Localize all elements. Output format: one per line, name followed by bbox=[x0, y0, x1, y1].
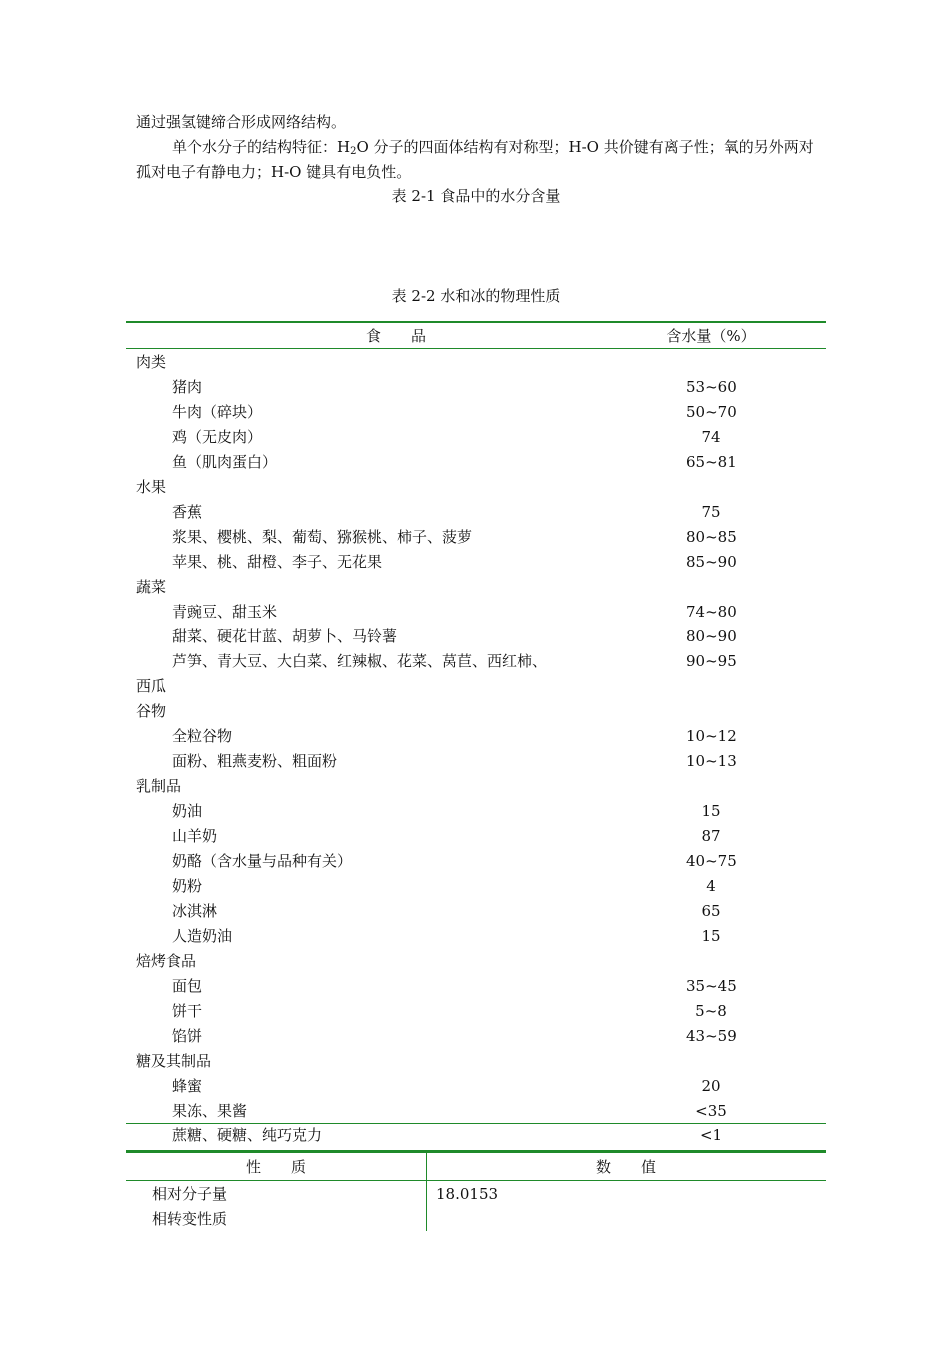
food-name: 苹果、桃、甜橙、李子、无花果 bbox=[172, 552, 383, 571]
water-content-value: 15 bbox=[701, 926, 721, 945]
table1-top-rule bbox=[126, 321, 826, 323]
table-row bbox=[126, 974, 826, 999]
water-content-value: 85~90 bbox=[686, 552, 737, 571]
table-row bbox=[126, 500, 826, 525]
table-row bbox=[126, 550, 826, 575]
food-name: 浆果、樱桃、梨、葡萄、猕猴桃、柿子、菠萝 bbox=[172, 527, 473, 546]
table-row bbox=[126, 425, 826, 450]
water-content-value: 15 bbox=[701, 802, 721, 821]
table2-header-property: 性 质 bbox=[245, 1158, 306, 1176]
food-name: 蔬菜 bbox=[136, 577, 167, 596]
table1-header-food: 食 品 bbox=[365, 327, 426, 345]
table-row bbox=[126, 724, 826, 749]
subscript-2: 2 bbox=[350, 146, 357, 157]
food-name: 冰淇淋 bbox=[172, 901, 218, 920]
water-content-value: 10~12 bbox=[686, 727, 737, 746]
table-row bbox=[126, 799, 826, 824]
water-content-value: 80~90 bbox=[686, 627, 737, 646]
food-name: 鸡（无皮肉） bbox=[172, 427, 263, 446]
table-category-row bbox=[126, 350, 826, 375]
table-row bbox=[126, 624, 826, 649]
water-content-value: 74~80 bbox=[686, 602, 737, 621]
table1-header-rule bbox=[126, 348, 826, 349]
food-name: 乳制品 bbox=[136, 777, 182, 796]
table-row bbox=[126, 450, 826, 475]
food-name: 奶酪（含水量与品种有关） bbox=[172, 852, 353, 870]
water-content-value: <1 bbox=[699, 1126, 723, 1145]
food-name: 人造奶油 bbox=[172, 926, 233, 945]
table2-row-2-name: 相转变性质 bbox=[152, 1210, 228, 1228]
food-name: 牛肉（碎块） bbox=[172, 402, 263, 421]
food-name: 奶粉 bbox=[172, 876, 203, 895]
table-row bbox=[126, 400, 826, 425]
table-row bbox=[126, 924, 826, 949]
table-category-row bbox=[126, 774, 826, 799]
food-name: 香蕉 bbox=[172, 502, 203, 521]
table-category-row bbox=[126, 575, 826, 600]
table-row bbox=[126, 749, 826, 774]
food-name: 青豌豆、甜玉米 bbox=[172, 602, 278, 621]
water-content-value: 20 bbox=[701, 1076, 721, 1095]
table-row bbox=[126, 600, 826, 625]
paragraph-part-b: O 分子的四面体结构有对称型；H-O 共价键有离子性；氧的另外两对孤对电子有静电力；H-O 键具有电负性。 bbox=[136, 138, 814, 181]
water-content-value: 10~13 bbox=[686, 752, 737, 771]
table-row bbox=[126, 1024, 826, 1049]
table-row bbox=[126, 649, 826, 674]
table-row bbox=[126, 824, 826, 849]
water-content-value: 90~95 bbox=[686, 652, 737, 671]
water-content-value: 4 bbox=[706, 876, 716, 895]
table1-bottom-rule bbox=[126, 1150, 826, 1153]
food-name: 山羊奶 bbox=[172, 827, 218, 846]
table-category-row bbox=[126, 674, 826, 699]
table1-last-row-rule bbox=[126, 1123, 826, 1124]
table-category-row bbox=[126, 1049, 826, 1074]
food-name: 猪肉 bbox=[172, 377, 203, 396]
table-row bbox=[126, 999, 826, 1024]
water-content-value: 87 bbox=[701, 827, 721, 846]
water-content-value: 74 bbox=[701, 427, 721, 446]
table-row bbox=[126, 1074, 826, 1099]
table2-row-1-name: 相对分子量 bbox=[152, 1185, 228, 1203]
food-name: 焙烤食品 bbox=[136, 951, 197, 970]
water-content-value: 75 bbox=[701, 502, 721, 521]
water-content-value: 43~59 bbox=[686, 1026, 737, 1045]
food-name: 甜菜、硬花甘蓝、胡萝卜、马铃薯 bbox=[172, 627, 398, 646]
table-row bbox=[126, 849, 826, 874]
food-name: 面粉、粗燕麦粉、粗面粉 bbox=[172, 752, 338, 771]
food-name: 谷物 bbox=[136, 702, 167, 721]
water-content-value: 35~45 bbox=[686, 976, 737, 995]
table-category-row bbox=[126, 475, 826, 500]
table2-header-rule bbox=[126, 1180, 826, 1181]
paragraph-part-a: 单个水分子的结构特征：H bbox=[172, 138, 351, 156]
table-row bbox=[126, 874, 826, 899]
food-name: 蔗糖、硬糖、纯巧克力 bbox=[172, 1126, 323, 1145]
table-row bbox=[126, 899, 826, 924]
water-content-value: 50~70 bbox=[686, 402, 737, 421]
table-2-2-caption: 表 2-2 水和冰的物理性质 bbox=[391, 287, 561, 305]
food-name: 肉类 bbox=[136, 353, 167, 371]
food-name: 芦笋、青大豆、大白菜、红辣椒、花菜、莴苣、西红柿、 bbox=[172, 652, 548, 671]
food-name: 蜂蜜 bbox=[172, 1076, 203, 1095]
paragraph-water-structure bbox=[136, 135, 816, 185]
food-name: 鱼（肌肉蛋白） bbox=[172, 452, 278, 471]
water-content-value: <35 bbox=[695, 1101, 727, 1120]
food-name: 糖及其制品 bbox=[136, 1051, 212, 1070]
table-category-row bbox=[126, 699, 826, 724]
table-category-row bbox=[126, 949, 826, 974]
table-row bbox=[126, 1123, 826, 1148]
food-name: 全粒谷物 bbox=[172, 727, 233, 746]
table-row bbox=[126, 1099, 826, 1124]
table-row bbox=[126, 525, 826, 550]
food-name: 面包 bbox=[172, 976, 203, 995]
table-2-1-caption: 表 2-1 食品中的水分含量 bbox=[391, 187, 561, 205]
water-content-value: 65~81 bbox=[686, 452, 737, 471]
food-name: 西瓜 bbox=[136, 677, 167, 696]
water-content-value: 5~8 bbox=[695, 1001, 727, 1020]
food-name: 奶油 bbox=[172, 802, 203, 821]
table2-column-divider bbox=[426, 1153, 427, 1231]
water-content-value: 40~75 bbox=[686, 852, 737, 870]
food-name: 馅饼 bbox=[172, 1026, 203, 1045]
water-content-value: 53~60 bbox=[686, 377, 737, 396]
water-content-value: 80~85 bbox=[686, 527, 737, 546]
food-name: 饼干 bbox=[172, 1001, 203, 1020]
text-line-1: 通过强氢键缔合形成网络结构。 bbox=[136, 113, 347, 131]
water-content-value: 65 bbox=[701, 901, 721, 920]
table2-row-1-value: 18.0153 bbox=[436, 1185, 499, 1203]
table2-header-value: 数 值 bbox=[595, 1158, 656, 1176]
food-name: 果冻、果酱 bbox=[172, 1101, 248, 1120]
food-name: 水果 bbox=[136, 477, 167, 496]
table1-header-water: 含水量（%） bbox=[666, 327, 756, 345]
table-row bbox=[126, 375, 826, 400]
